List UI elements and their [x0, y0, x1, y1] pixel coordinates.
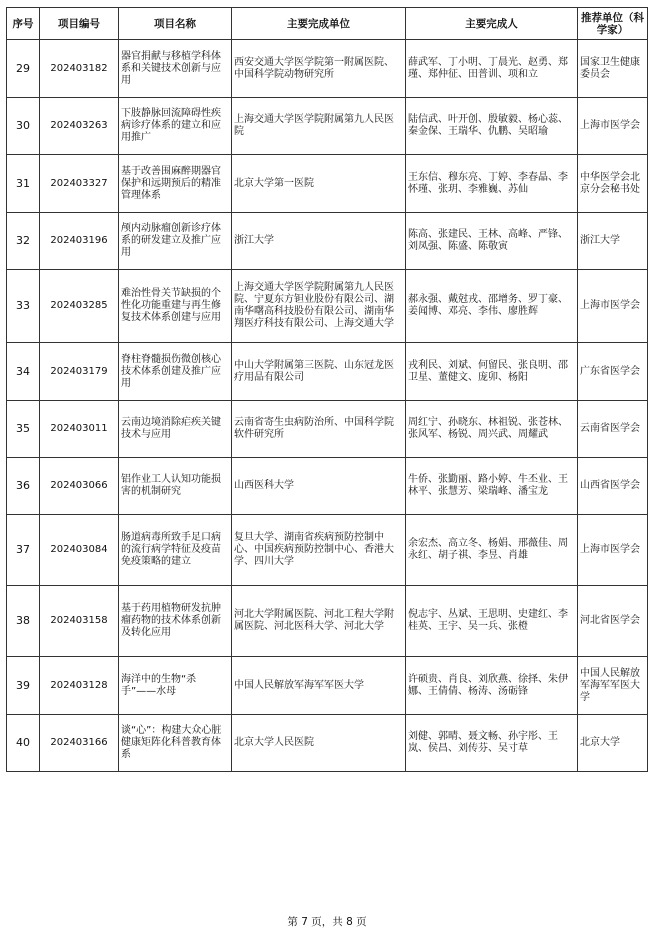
table-row	[7, 98, 648, 155]
row-recommender: 云南省医学会	[578, 401, 648, 458]
row-name: 谈“心”：构建大众心脏健康矩阵化科普教育体系	[119, 715, 232, 772]
row-recommender: 广东省医学会	[578, 343, 648, 401]
row-no: 32	[7, 213, 40, 270]
row-people: 刘健、郭晴、聂文畅、孙宇彤、王岚、侯昌、刘传芬、吴寸草	[406, 715, 578, 772]
row-people: 周红宁、孙晓东、林祖锐、张苍林、张风军、杨锐、周兴武、周耀武	[406, 401, 578, 458]
page-footer: 第 7 页，共 8 页	[287, 916, 367, 928]
row-name: 难治性骨关节缺损的个性化功能重建与再生修复技术体系创建与应用	[119, 270, 232, 343]
table-row	[7, 213, 648, 270]
row-name: 颅内动脉瘤创新诊疗体系的研发建立及推广应用	[119, 213, 232, 270]
header-recommender: 推荐单位（科学家）	[578, 8, 648, 40]
row-units: 北京大学第一医院	[232, 155, 406, 213]
table-row	[7, 715, 648, 772]
header-name: 项目名称	[119, 8, 232, 40]
row-no: 38	[7, 586, 40, 657]
row-code: 202403084	[40, 515, 119, 586]
row-recommender: 浙江大学	[578, 213, 648, 270]
row-units: 云南省寄生虫病防治所、中国科学院软件研究所	[232, 401, 406, 458]
row-units: 中山大学附属第三医院、山东冠龙医疗用品有限公司	[232, 343, 406, 401]
row-no: 34	[7, 343, 40, 401]
row-code: 202403158	[40, 586, 119, 657]
row-people: 薛武军、丁小明、丁晨光、赵勇、郑瑾、郑仲征、田普训、项和立	[406, 40, 578, 98]
row-code: 202403263	[40, 98, 119, 155]
row-code: 202403011	[40, 401, 119, 458]
header-units: 主要完成单位	[232, 8, 406, 40]
row-code: 202403128	[40, 657, 119, 715]
row-code: 202403179	[40, 343, 119, 401]
table-row	[7, 270, 648, 343]
row-recommender: 北京大学	[578, 715, 648, 772]
row-people: 牛侨、张勤丽、路小婷、牛丕业、王林平、张慧芳、梁瑞峰、潘宝龙	[406, 458, 578, 515]
row-people: 倪志宇、丛斌、王思明、史建红、李桂英、王宇、吴一兵、张橙	[406, 586, 578, 657]
row-no: 35	[7, 401, 40, 458]
awards-table	[6, 7, 648, 772]
header-people: 主要完成人	[406, 8, 578, 40]
row-units: 中国人民解放军海军军医大学	[232, 657, 406, 715]
row-units: 上海交通大学医学院附属第九人民医院、宁夏东方钽业股份有限公司、湖南华曙高科技股份有限公司、湖南华翔医疗科技有限公司、上海交通大学	[232, 270, 406, 343]
row-no: 37	[7, 515, 40, 586]
table-row	[7, 343, 648, 401]
row-units: 河北大学附属医院、河北工程大学附属医院、河北医科大学、河北大学	[232, 586, 406, 657]
table-row	[7, 155, 648, 213]
row-code: 202403285	[40, 270, 119, 343]
row-people: 陆信武、叶开创、殷敏毅、杨心蕊、秦金保、王瑞华、仇鹏、吴昭瑜	[406, 98, 578, 155]
row-code: 202403066	[40, 458, 119, 515]
row-code: 202403166	[40, 715, 119, 772]
row-name: 器官捐献与移植学科体系和关键技术创新与应用	[119, 40, 232, 98]
row-people: 王东信、穆东亮、丁婷、李春晶、李怀瑾、张玥、李雅巍、苏仙	[406, 155, 578, 213]
row-name: 肠道病毒所致手足口病的流行病学特征及疫苗免疫策略的建立	[119, 515, 232, 586]
row-name: 基于改善围麻醉期器官保护和远期预后的精准管理体系	[119, 155, 232, 213]
row-units: 复旦大学、湖南省疾病预防控制中心、中国疾病预防控制中心、香港大学、四川大学	[232, 515, 406, 586]
row-units: 山西医科大学	[232, 458, 406, 515]
table-row	[7, 586, 648, 657]
row-name: 海洋中的生物“杀手”——水母	[119, 657, 232, 715]
table-row	[7, 458, 648, 515]
row-recommender: 河北省医学会	[578, 586, 648, 657]
row-recommender: 中国人民解放军海军军医大学	[578, 657, 648, 715]
row-no: 40	[7, 715, 40, 772]
row-no: 36	[7, 458, 40, 515]
row-no: 30	[7, 98, 40, 155]
row-recommender: 上海市医学会	[578, 98, 648, 155]
row-recommender: 山西省医学会	[578, 458, 648, 515]
row-units: 浙江大学	[232, 213, 406, 270]
header-code: 项目编号	[40, 8, 119, 40]
table-row	[7, 40, 648, 98]
row-code: 202403196	[40, 213, 119, 270]
row-people: 余宏杰、高立冬、杨娟、邢薇佳、周永红、胡子祺、李昱、肖雄	[406, 515, 578, 586]
row-no: 39	[7, 657, 40, 715]
row-people: 许硕贵、肖良、刘欣燕、徐择、朱伊娜、王倩倩、杨涛、汤砺锋	[406, 657, 578, 715]
table-row	[7, 401, 648, 458]
row-no: 33	[7, 270, 40, 343]
row-recommender: 国家卫生健康委员会	[578, 40, 648, 98]
row-recommender: 上海市医学会	[578, 515, 648, 586]
row-people: 戎利民、刘斌、何留民、张良明、邵卫星、董健文、庞卯、杨阳	[406, 343, 578, 401]
row-people: 陈高、张建民、王林、高峰、严锋、刘凤强、陈盛、陈敬寅	[406, 213, 578, 270]
table-header-row	[7, 8, 648, 40]
row-name: 基于药用植物研发抗肿瘤药物的技术体系创新及转化应用	[119, 586, 232, 657]
header-no: 序号	[7, 8, 40, 40]
row-no: 31	[7, 155, 40, 213]
row-units: 上海交通大学医学院附属第九人民医院	[232, 98, 406, 155]
row-people: 郝永强、戴尅戎、邵增务、罗丁豪、姜闻博、邓亮、李伟、廖胜辉	[406, 270, 578, 343]
row-name: 脊柱脊髓损伤微创核心技术体系创建及推广应用	[119, 343, 232, 401]
row-name: 铝作业工人认知功能损害的机制研究	[119, 458, 232, 515]
row-name: 下肢静脉回流障碍性疾病诊疗体系的建立和应用推广	[119, 98, 232, 155]
row-units: 北京大学人民医院	[232, 715, 406, 772]
table-row	[7, 515, 648, 586]
row-units: 西安交通大学医学院第一附属医院、中国科学院动物研究所	[232, 40, 406, 98]
row-no: 29	[7, 40, 40, 98]
row-name: 云南边境消除疟疾关键技术与应用	[119, 401, 232, 458]
row-code: 202403182	[40, 40, 119, 98]
row-recommender: 上海市医学会	[578, 270, 648, 343]
table-row	[7, 657, 648, 715]
row-code: 202403327	[40, 155, 119, 213]
row-recommender: 中华医学会北京分会秘书处	[578, 155, 648, 213]
